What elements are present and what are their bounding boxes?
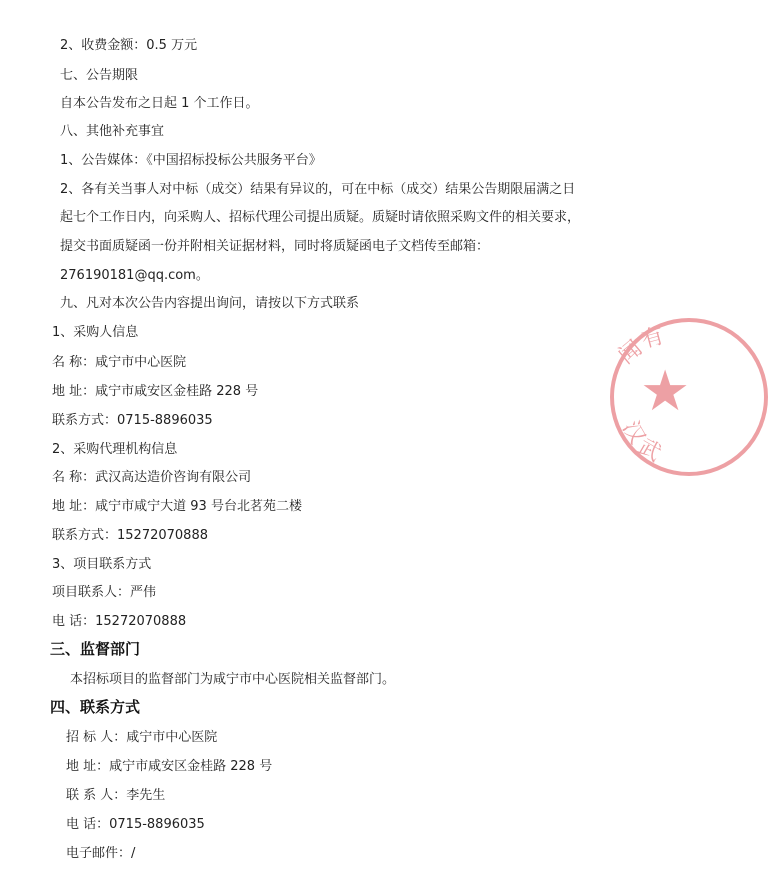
agency-address: 地 址：咸宁市咸宁大道 93 号台北茗苑二楼	[52, 499, 302, 514]
section-8-item-1: 1、公告媒体：《中国招标投标公共服务平台》	[60, 153, 322, 168]
purchaser-name: 名 称：咸宁市中心医院	[52, 355, 187, 370]
purchaser-phone: 联系方式：0715-8896035	[52, 413, 213, 428]
section-9-title: 九、凡对本次公告内容提出询问，请按以下方式联系	[60, 296, 360, 311]
project-contact-person: 项目联系人：严伟	[52, 585, 157, 600]
purchaser-address: 地 址：咸宁市咸安区金桂路 228 号	[52, 384, 259, 399]
project-contact-title: 3、项目联系方式	[52, 557, 152, 572]
section-8-item-2-line-3: 提交书面质疑函一份并附相关证据材料，同时将质疑函电子文档传至邮箱：	[60, 239, 490, 254]
contact-bidder: 招 标 人：咸宁市中心医院	[66, 730, 218, 745]
section-8-item-2-line-4: 276190181@qq.com。	[60, 268, 209, 283]
agency-name: 名 称：武汉高达造价咨询有限公司	[52, 470, 252, 485]
section-7-title: 七、公告期限	[60, 68, 139, 83]
contact-person: 联 系 人：李先生	[66, 788, 166, 803]
section-4-heading: 四、联系方式	[50, 698, 141, 716]
fee-amount: 2、收费金额：0.5 万元	[60, 38, 198, 53]
section-8-title: 八、其他补充事宜	[60, 124, 165, 139]
agency-info-title: 2、采购代理机构信息	[52, 442, 178, 457]
contact-phone: 电 话：0715-8896035	[66, 817, 205, 832]
purchaser-info-title: 1、采购人信息	[52, 325, 139, 340]
section-3-heading: 三、监督部门	[50, 640, 141, 658]
seal-char-3: 汉	[617, 416, 650, 449]
agency-phone: 联系方式：15272070888	[52, 528, 208, 543]
seal-star-icon: ★	[640, 359, 691, 424]
contact-address: 地 址：咸宁市咸安区金桂路 228 号	[66, 759, 273, 774]
contact-email: 电子邮件：/	[66, 846, 136, 861]
section-7-body: 自本公告发布之日起 1 个工作日。	[60, 96, 259, 111]
project-contact-phone: 电 话：15272070888	[52, 614, 187, 629]
official-seal-stamp	[610, 318, 768, 476]
section-3-body: 本招标项目的监督部门为咸宁市中心医院相关监督部门。	[70, 672, 396, 687]
seal-char-4: 武	[633, 434, 666, 467]
section-8-item-2-line-2: 起七个工作日内，向采购人、招标代理公司提出质疑。质疑时请依照采购文件的相关要求，	[60, 210, 581, 225]
seal-char-2: 有	[639, 323, 667, 354]
seal-char-1: 闻	[614, 335, 648, 370]
section-8-item-2-line-1: 2、各有关当事人对中标（成交）结果有异议的，可在中标（成交）结果公告期限届满之日	[60, 182, 576, 197]
